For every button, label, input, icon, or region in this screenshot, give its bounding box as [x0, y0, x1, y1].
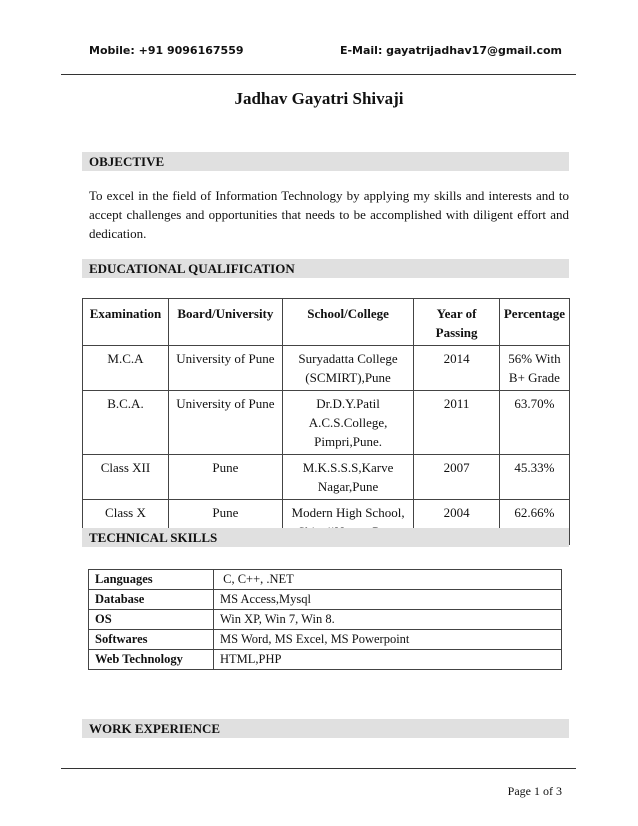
- cell-percentage: 63.70%: [499, 391, 569, 455]
- candidate-name: Jadhav Gayatri Shivaji: [234, 89, 404, 108]
- education-table: [82, 298, 570, 545]
- col-header-year: Year of Passing: [414, 299, 500, 346]
- col-header-school: School/College: [282, 299, 414, 346]
- cell-school: Modern High School,: [282, 500, 414, 545]
- skill-label: Database: [89, 590, 214, 610]
- header-rule: [61, 74, 576, 75]
- cell-year: 2014: [414, 346, 500, 391]
- email-address: E-Mail: gayatrijadhav17@gmail.com: [339, 44, 562, 57]
- cell-board: Pune: [168, 455, 282, 500]
- footer-rule: [61, 768, 576, 769]
- skill-value: MS Word, MS Excel, MS Powerpoint: [214, 630, 562, 650]
- col-header-percentage: Percentage: [499, 299, 569, 346]
- cell-percentage: 62.66%: [499, 500, 569, 545]
- skill-row: [89, 590, 562, 610]
- table-row: [83, 391, 570, 455]
- section-objective: OBJECTIVE: [82, 152, 569, 171]
- skills-table: [88, 569, 562, 670]
- skill-row: [89, 570, 562, 590]
- skill-label: OS: [89, 610, 214, 630]
- cell-board: Pune: [168, 500, 282, 545]
- skill-row: [89, 650, 562, 670]
- cell-board: University of Pune: [168, 346, 282, 391]
- cell-examination: Class XII: [83, 455, 169, 500]
- cell-school: Dr.D.Y.Patil A.C.S.College, Pimpri,Pune.: [282, 391, 414, 455]
- section-work-experience: WORK EXPERIENCE: [82, 719, 569, 738]
- cell-year: 2011: [414, 391, 500, 455]
- cell-examination: Class X: [83, 500, 169, 545]
- education-header-row: [83, 299, 570, 346]
- cell-year: 2007: [414, 455, 500, 500]
- skill-value: C, C++, .NET: [214, 570, 562, 590]
- skill-label: Languages: [89, 570, 214, 590]
- cell-examination: M.C.A: [83, 346, 169, 391]
- mobile-number: Mobile: +91 9096167559: [89, 44, 244, 57]
- skill-row: [89, 630, 562, 650]
- col-header-board: Board/University: [168, 299, 282, 346]
- objective-text: To excel in the field of Information Technology by applying my skills and interests and to accept challenges and opportunities that needs to be accomplished with diligent effort and dedication.: [89, 188, 569, 241]
- cell-percentage: 45.33%: [499, 455, 569, 500]
- table-row: [83, 346, 570, 391]
- cell-percentage: 56% With B+ Grade: [499, 346, 569, 391]
- skill-label: Softwares: [89, 630, 214, 650]
- table-row: [83, 455, 570, 500]
- cell-year: 2004: [414, 500, 500, 545]
- cell-school: M.K.S.S.S,Karve Nagar,Pune: [282, 455, 414, 500]
- cell-examination: B.C.A.: [83, 391, 169, 455]
- page-number: Page 1 of 3: [507, 784, 562, 798]
- cell-board: University of Pune: [168, 391, 282, 455]
- skill-label: Web Technology: [89, 650, 214, 670]
- skill-value: HTML,PHP: [214, 650, 562, 670]
- col-header-examination: Examination: [83, 299, 169, 346]
- section-technical-skills: TECHNICAL SKILLS: [82, 528, 569, 547]
- skill-value: MS Access,Mysql: [214, 590, 562, 610]
- section-education: EDUCATIONAL QUALIFICATION: [82, 259, 569, 278]
- skill-row: [89, 610, 562, 630]
- skill-value: Win XP, Win 7, Win 8.: [214, 610, 562, 630]
- cell-school: Suryadatta College (SCMIRT),Pune: [282, 346, 414, 391]
